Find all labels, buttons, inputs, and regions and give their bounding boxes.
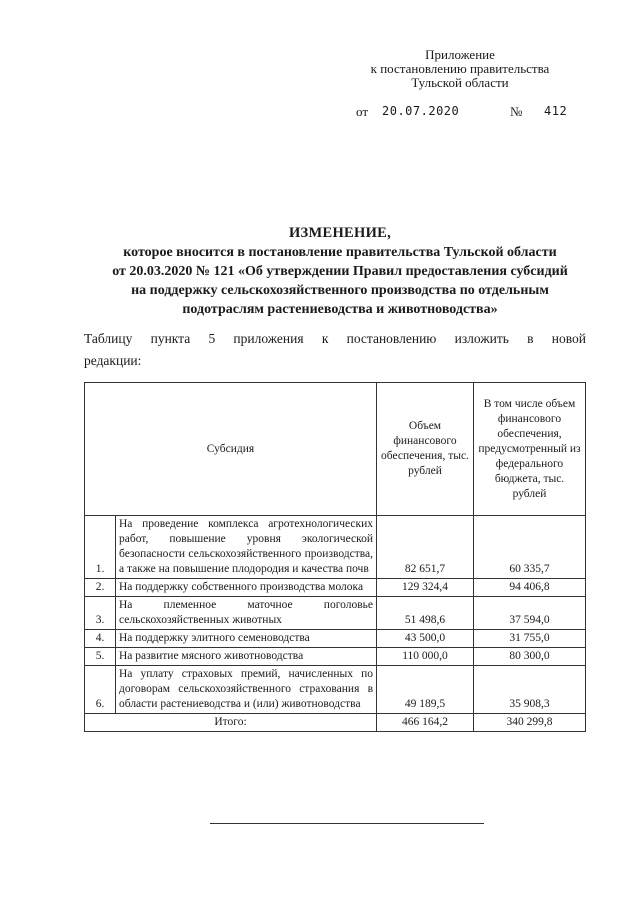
appendix-header bbox=[300, 48, 620, 90]
row-number: 4. bbox=[85, 630, 116, 648]
total-label: Итого: bbox=[85, 714, 377, 732]
title-line-3: на поддержку сельскохозяйственного производства по отдельным bbox=[131, 283, 549, 298]
row-name: На поддержку элитного семеноводства bbox=[116, 630, 377, 648]
row-number: 2. bbox=[85, 579, 116, 597]
row-name: На поддержку собственного производства молока bbox=[116, 579, 377, 597]
row-name: На проведение комплекса агротехнологических работ, повышение уровня экологической безопасности сельскохозяйственного производства, а также на повышение плодородия и качества почв bbox=[116, 516, 377, 579]
row-federal: 37 594,0 bbox=[474, 597, 586, 630]
title-heading: ИЗМЕНЕНИЕ, bbox=[288, 225, 392, 241]
header-federal: В том числе объем финансового обеспечения, предусмотренный из федерального бюджета, тыс. рублей bbox=[474, 383, 586, 516]
table-row bbox=[85, 666, 586, 714]
appendix-line-2: к постановлению правительства bbox=[370, 61, 550, 76]
table-header-row bbox=[85, 383, 586, 516]
row-number: 5. bbox=[85, 648, 116, 666]
row-federal: 94 406,8 bbox=[474, 579, 586, 597]
row-number: 6. bbox=[85, 666, 116, 714]
table-total-row bbox=[85, 714, 586, 732]
total-federal: 340 299,8 bbox=[474, 714, 586, 732]
row-federal: 60 335,7 bbox=[474, 516, 586, 579]
intro-line-2: редакции: bbox=[84, 353, 142, 368]
total-volume: 466 164,2 bbox=[377, 714, 474, 732]
row-volume: 51 498,6 bbox=[377, 597, 474, 630]
intro-line-1: Таблицу пункта 5 приложения к постановлению изложить в новой bbox=[84, 331, 586, 346]
table-row bbox=[85, 579, 586, 597]
row-federal: 35 908,3 bbox=[474, 666, 586, 714]
row-volume: 82 651,7 bbox=[377, 516, 474, 579]
document-title bbox=[60, 224, 620, 319]
row-volume: 49 189,5 bbox=[377, 666, 474, 714]
table-row bbox=[85, 648, 586, 666]
table-row bbox=[85, 630, 586, 648]
row-name: На племенное маточное поголовье сельскохозяйственных животных bbox=[116, 597, 377, 630]
number-label: № bbox=[510, 104, 523, 119]
appendix-line-3: Тульской области bbox=[411, 75, 509, 90]
date-value: 20.07.2020 bbox=[382, 104, 460, 118]
table-row bbox=[85, 597, 586, 630]
row-name: На уплату страховых премий, начисленных по договорам сельскохозяйственного страхования в области растениеводства и (или) животноводства bbox=[116, 666, 377, 714]
row-federal: 31 755,0 bbox=[474, 630, 586, 648]
row-volume: 110 000,0 bbox=[377, 648, 474, 666]
closing-rule bbox=[210, 823, 484, 824]
row-volume: 129 324,4 bbox=[377, 579, 474, 597]
header-subsidy: Субсидия bbox=[85, 383, 377, 516]
title-line-1: которое вносится в постановление правительства Тульской области bbox=[123, 245, 557, 260]
title-line-4: подотраслям растениеводства и животноводства» bbox=[182, 302, 498, 317]
row-number: 3. bbox=[85, 597, 116, 630]
header-volume: Объем финансового обеспечения, тыс. рублей bbox=[377, 383, 474, 516]
row-federal: 80 300,0 bbox=[474, 648, 586, 666]
row-name: На развитие мясного животноводства bbox=[116, 648, 377, 666]
table-row bbox=[85, 516, 586, 579]
title-line-2: от 20.03.2020 № 121 «Об утверждении Правил предоставления субсидий bbox=[112, 264, 568, 279]
row-number: 1. bbox=[85, 516, 116, 579]
number-value: 412 bbox=[544, 104, 568, 118]
row-volume: 43 500,0 bbox=[377, 630, 474, 648]
subsidy-table bbox=[84, 382, 586, 732]
appendix-line-1: Приложение bbox=[425, 47, 495, 62]
date-from-label: от bbox=[356, 104, 369, 119]
